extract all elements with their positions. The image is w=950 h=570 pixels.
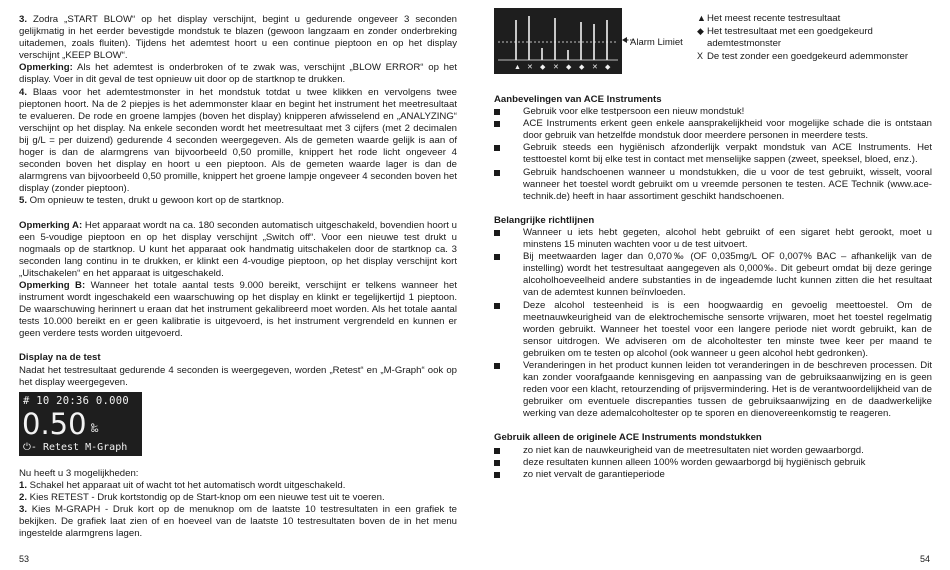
graph-marker: ✕ xyxy=(527,64,533,71)
step-3: 3. Zodra „START BLOW“ op het display verschijnt, begint u gedurende ongeveer 3 seconden gelijkmatig in het eerder bevestigde mondstuk te blazen (gewoon langzaam en zonder onderbreking uitademen, zoals fluiten). Tijdens het ademtest hoort u een continue pieptoon en op het display verschijnt „KEEP BLOW“. xyxy=(19,14,457,62)
graph-marker: ✕ xyxy=(553,64,559,71)
step-5: 5. Om opnieuw te testen, drukt u gewoon kort op de startknop. xyxy=(19,195,285,207)
list-item: Gebruik steeds een hygiënisch afzonderlijk verpakt mondstuk van ACE Instruments. Het testtoestel komt bij elke test in contact met menselijke sappen (zweet, speeksel, bloed, enz.). xyxy=(494,142,932,166)
recommendations-list xyxy=(494,106,932,203)
note-1: Opmerking: Als het ademtest is onderbroken of te zwak was, verschijnt „BLOW ERROR“ op het display. Voer in dit geval de test opnieuw uit door op de startknop te drukken. xyxy=(19,62,457,86)
list-item: Wanneer u iets hebt gegeten, alcohol hebt gebruikt of een sigaret hebt gerookt, moet u minstens 15 minuten wachten voor u de test uitvoert. xyxy=(494,227,932,251)
m-graph-display xyxy=(494,8,622,74)
graph-marker: ◆ xyxy=(566,64,572,71)
device-display xyxy=(19,392,142,456)
m-graph-figure xyxy=(494,14,932,86)
note-b: Opmerking B: Wanneer het totale aantal tests 9.000 bereikt, verschijnt er telkens wanneer het instrument wordt ingeschakeld een waarschuwing op het display en klinkt er tegelijkertijd 1 pieptoon. De waarschuwing herinnert u eraan dat het instrument gekalibreerd moet worden. Als het totale aantal tests 10.000 bereikt en er geen kalibratie is uitgevoerd, is het instrument vergrendeld en kunnen er geen verdere tests worden uitgevoerd. xyxy=(19,279,457,340)
list-item: ACE Instruments erkent geen enkele aansprakelijkheid voor mogelijke schade die is ontstaan door gebruik van hetzelfde mondstuk door meerdere personen in meerdere tests. xyxy=(494,118,932,142)
graph-marker: ✕ xyxy=(592,64,598,71)
list-item: Veranderingen in het product kunnen leiden tot veranderingen in de beschreven processen. Dit kan zonder voorafgaande kennisgeving en aanpassing van de gebruiksaanwijzing en is geen reden voor een klacht, retourzending of prijsvermindering. Het is de verantwoordelijkheid van de gebruiker om eventuele discrepanties tussen de gebruiksaanwijzing en de daadwerkelijke werking van deze ademalcoholtester op te sporen en dienovereenkomstig te reageren. xyxy=(494,360,932,420)
option-3: 3. Kies M-GRAPH - Druk kort op de menuknop om de laatste 10 testresultaten in een grafiek te bekijken. De grafiek laat zien of en hoeveel van de laatste 10 testresultaten boven de in het menu ingestelde alarmgrens lagen. xyxy=(19,504,457,540)
list-item: Deze alcohol testeenheid is is een hoogwaardig en gevoelig meettoestel. Om de meetnauwkeurigheid van de elektrochemische sensorte vrijwaren, moet het toestel regelmatig worden gebruikt. Wanneer het toestel voor een langere periode niet wordt gebruikt, kan de sensor uitdrogen. We adviseren om de alcoholtester ten minste twee keer per maand te gebruiken om te testen op alcohol (ook wanneer u geen alcohol hebt gedronken). xyxy=(494,300,932,360)
alarm-limit-label: Alarm Limiet xyxy=(630,37,683,48)
page-number-left: 53 xyxy=(19,554,30,564)
note-a: Opmerking A: Het apparaat wordt na ca. 180 seconden automatisch uitgeschakeld, bovendien hoort u een 5-voudige pieptoon en op het display verschijnt „Switch off“. Voor een nieuwe test drukt u nogmaals op de startknop. U kunt het apparaat ook handmatig uitschakelen door de startknop ca. 3 seconden lang continu in te drukken, er klinkt een 4-voudige pieptoon, op het display verschijnt kort „Uitschakelen“ en het apparaat is uitgeschakeld. xyxy=(19,219,458,279)
display-value: 0.50 xyxy=(22,406,87,441)
display-text: Nadat het testresultaat gedurende 4 seconden is weergegeven, worden „Retest“ en „M-Graph“ ook op het display weergegeven. xyxy=(19,364,457,388)
display-top-line: # 10 20:36 0.000 xyxy=(23,394,129,407)
list-item: Gebruik voor elke testpersoon een nieuw mondstuk! xyxy=(494,106,932,118)
list-item: deze resultaten kunnen alleen 100% worden gewaarborgd bij hygiënisch gebruik xyxy=(494,457,932,469)
recommendations-heading: Aanbevelingen van ACE Instruments xyxy=(494,94,662,105)
legend-item: X De test zonder een goedgekeurd ademmonster xyxy=(697,51,909,62)
options-intro: Nu heeft u 3 mogelijkheden: xyxy=(19,467,139,479)
guidelines-list xyxy=(494,227,932,421)
page-number-right: 54 xyxy=(920,554,931,564)
original-mouthpieces-list xyxy=(494,445,932,481)
original-mouthpieces-heading: Gebruik alleen de originele ACE Instruments mondstukken xyxy=(494,432,762,444)
list-item: zo niet kan de nauwkeurigheid van de meetresultaten niet worden gewaarborgd. xyxy=(494,445,932,457)
step-4: 4. Blaas voor het ademtestmonster in het mondstuk totdat u twee klikken en vervolgens twee pieptonen hoort. Na de 2 piepjes is het ademmonster klaar en begint het instrument het meetresultaat te evalueren. De rode en groene lampjes (boven het display) knipperen afwisselend en „ANALYZING“ verschijnt op het display. Na enkele seconden wordt het meetresultaat met 3 cijfers (met 2 decimalen bij g/L = per duizend) gedurende 4 seconden weergegeven. Als de gemeten waarde gelijk is aan of hoger is dan de alarmgrens van bijvoorbeeld 0,50 promille, knippert het rode licht ongeveer 4 seconden boven het display en hoort u een pieptoon. Als de gemeten waarde lager is dan de alarmgrens van bijvoorbeeld 0,50 promille, knippert het groene lampje ongeveer 4 seconden boven het display (zonder pieptoon). xyxy=(19,86,457,195)
list-item: Gebruik handschoenen wanneer u mondstukken, die u voor de test gebruikt, wisselt, vooral wanneer het toestel wordt gebruikt om u vreemde personen te testen. ACE Technik (www.ace-technik.de) heeft in haar assortiment geschikt handschoenen. xyxy=(494,167,932,203)
legend-item: ademtestmonster xyxy=(707,38,782,49)
display-heading: Display na de test xyxy=(19,352,101,364)
legend-item: ▲Het meest recente testresultaat xyxy=(697,13,841,24)
list-item: Bij meetwaarden lager dan 0,070‰ (OF 0,035mg/L OF 0,007% BAC – afhankelijk van de instelling) wordt het testresultaat aangegeven als 0,000‰. Dit gebeurt omdat bij deze geringe alcoholhoeveelheid andere substanties in de ingeademde lucht kunnen zitten die het resultaat van de ademtest kunnen beïnvloeden. xyxy=(494,251,932,299)
legend-item: ◆ Het testresultaat met een goedgekeurd xyxy=(697,26,873,37)
graph-legend xyxy=(697,12,908,63)
right-page xyxy=(494,14,932,481)
option-1: 1. Schakel het apparaat uit of wacht tot het automatisch wordt uitgeschakeld. xyxy=(19,479,346,491)
graph-marker: ◆ xyxy=(540,64,546,71)
graph-marker: ▲ xyxy=(514,64,521,71)
display-unit: ‰ xyxy=(91,420,99,435)
display-bottom-line: ⏻- Retest M-Graph xyxy=(23,441,128,453)
left-page xyxy=(19,14,457,540)
guidelines-heading: Belangrijke richtlijnen xyxy=(494,214,595,226)
list-item: zo niet vervalt de garantieperiode xyxy=(494,469,932,481)
graph-marker: ◆ xyxy=(579,64,585,71)
graph-marker: ◆ xyxy=(605,64,611,71)
option-2: 2. Kies RETEST - Druk kortstondig op de Start-knop om een nieuwe test uit te voeren. xyxy=(19,491,385,503)
